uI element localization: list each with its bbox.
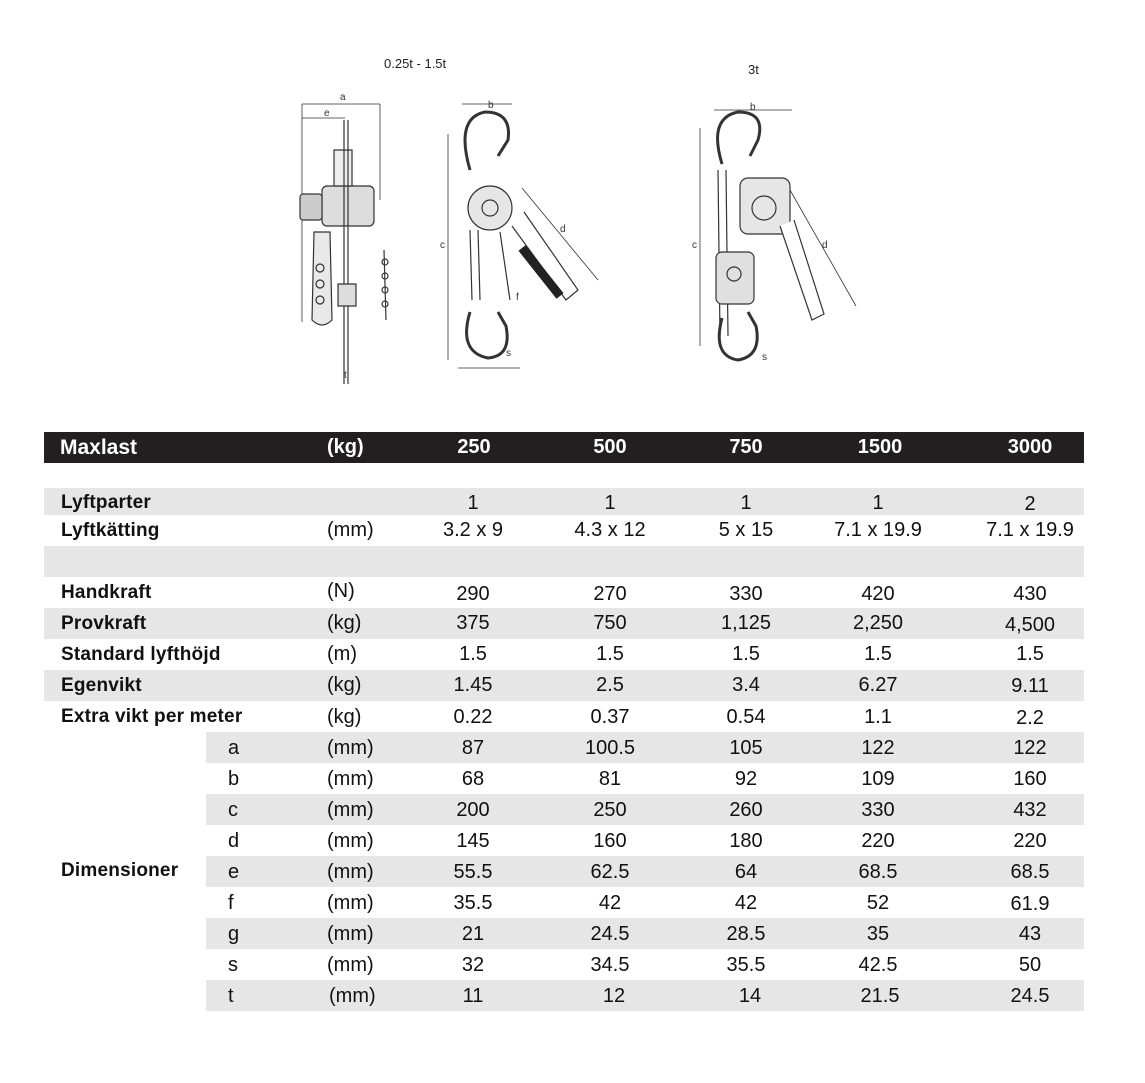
dim-key: c — [228, 799, 238, 821]
cell: 122 — [1013, 737, 1047, 759]
cell: 92 — [734, 768, 758, 790]
row-label: Lyftkätting — [61, 520, 160, 541]
cell: 1.5 — [459, 643, 487, 665]
cell: 160 — [1013, 768, 1047, 790]
cell: 105 — [729, 737, 763, 759]
dim-key: g — [228, 923, 240, 945]
cell: 260 — [729, 799, 763, 821]
dim-label-b-small: b — [488, 100, 494, 111]
front-view-drawing-large — [700, 110, 856, 360]
cell: 81 — [598, 768, 622, 790]
cell: 250 — [593, 799, 627, 821]
cell: 52 — [866, 892, 890, 914]
dim-unit: (mm) — [327, 737, 374, 759]
cell: 180 — [729, 830, 763, 852]
cell: 0.22 — [453, 706, 493, 728]
cell: 24.5 — [590, 923, 630, 945]
cell: 122 — [861, 737, 895, 759]
row-unit: (mm) — [327, 519, 374, 541]
cell: 1 — [467, 492, 479, 514]
table-header — [44, 432, 1084, 463]
cell: 42 — [598, 892, 622, 914]
cell: 9.11 — [1011, 675, 1049, 697]
dim-unit: (mm) — [327, 954, 374, 976]
row-label: Handkraft — [61, 582, 152, 603]
cell: 109 — [861, 768, 895, 790]
cell: 432 — [1013, 799, 1047, 821]
cell: 12 — [602, 985, 626, 1007]
cell: 24.5 — [1010, 985, 1050, 1007]
dim-unit: (mm) — [327, 892, 374, 914]
cell: 1.45 — [453, 674, 493, 696]
cell: 42.5 — [858, 954, 898, 976]
cell: 1,125 — [720, 612, 772, 634]
cell: 4,500 — [1004, 614, 1056, 636]
lever-hoist-drawings — [0, 0, 1145, 420]
cell: 62.5 — [590, 861, 630, 883]
dim-key: s — [228, 954, 238, 976]
cell: 55.5 — [453, 861, 493, 883]
dim-key: f — [228, 892, 234, 914]
dim-label-a: a — [340, 92, 346, 103]
dim-label-t: t — [344, 370, 347, 381]
cell: 34.5 — [590, 954, 630, 976]
dimensions-label: Dimensioner — [61, 860, 179, 881]
row-unit: (N) — [327, 580, 355, 602]
cell: 3.4 — [732, 674, 760, 696]
row-unit: (kg) — [327, 674, 362, 696]
cell: 87 — [461, 737, 485, 759]
capacity-500: 500 — [593, 436, 627, 458]
dim-label-e: e — [324, 108, 330, 119]
dim-unit: (mm) — [327, 799, 374, 821]
cell: 430 — [1013, 583, 1047, 605]
cell: 1.5 — [732, 643, 760, 665]
cell: 2,250 — [852, 612, 904, 634]
cell: 1.5 — [1016, 643, 1044, 665]
cell: 35.5 — [726, 954, 766, 976]
cell: 270 — [593, 583, 627, 605]
capacity-3000: 3000 — [1007, 436, 1053, 458]
cell: 1 — [604, 492, 616, 514]
dim-label-f-small: f — [516, 292, 519, 303]
cell: 3.2 x 9 — [442, 519, 504, 541]
dim-key: b — [228, 768, 240, 790]
cell: 290 — [456, 583, 490, 605]
cell: 68.5 — [858, 861, 898, 883]
capacity-250: 250 — [457, 436, 491, 458]
cell: 160 — [593, 830, 627, 852]
dim-unit: (mm) — [327, 861, 374, 883]
dim-unit: (mm) — [329, 985, 376, 1007]
cell: 1.5 — [596, 643, 624, 665]
cell: 200 — [456, 799, 490, 821]
capacity-750: 750 — [729, 436, 763, 458]
side-view-drawing — [300, 104, 388, 384]
cell: 1.1 — [864, 706, 892, 728]
cell: 43 — [1018, 923, 1042, 945]
cell: 2.2 — [1016, 707, 1044, 729]
cell: 145 — [456, 830, 490, 852]
cell: 42 — [734, 892, 758, 914]
cell: 68.5 — [1010, 861, 1050, 883]
dim-unit: (mm) — [327, 923, 374, 945]
cell: 1 — [872, 492, 884, 514]
row-label: Extra vikt per meter — [61, 706, 243, 727]
header-unit: (kg) — [327, 436, 364, 458]
cell: 28.5 — [726, 923, 766, 945]
cell: 21.5 — [860, 985, 900, 1007]
cell: 7.1 x 19.9 — [986, 519, 1074, 541]
cell: 1 — [740, 492, 752, 514]
dim-label-s-small: s — [506, 348, 511, 359]
capacity-1500: 1500 — [857, 436, 903, 458]
cell: 68 — [461, 768, 485, 790]
cell: 1.5 — [864, 643, 892, 665]
cell: 220 — [861, 830, 895, 852]
shade-band — [44, 546, 1084, 577]
cell: 21 — [461, 923, 485, 945]
row-unit: (kg) — [327, 706, 362, 728]
cell: 2 — [1024, 493, 1036, 515]
front-view-drawing-small — [448, 104, 598, 368]
cell: 50 — [1018, 954, 1042, 976]
cell: 5 x 15 — [718, 519, 774, 541]
cell: 2.5 — [596, 674, 624, 696]
cell: 6.27 — [858, 674, 898, 696]
cell: 35.5 — [453, 892, 493, 914]
row-label: Lyftparter — [61, 492, 151, 513]
row-label: Egenvikt — [61, 675, 142, 696]
dim-label-c-small: c — [440, 240, 445, 251]
cell: 4.3 x 12 — [574, 519, 646, 541]
cell: 7.1 x 19.9 — [834, 519, 922, 541]
cell: 330 — [861, 799, 895, 821]
cell: 11 — [462, 985, 484, 1007]
cell: 14 — [738, 985, 762, 1007]
cell: 220 — [1013, 830, 1047, 852]
dim-key: t — [228, 985, 234, 1007]
cell: 420 — [861, 583, 895, 605]
cell: 64 — [734, 861, 758, 883]
row-label: Provkraft — [61, 613, 147, 634]
cell: 0.37 — [590, 706, 630, 728]
dim-unit: (mm) — [327, 768, 374, 790]
cell: 32 — [461, 954, 485, 976]
dim-label-d-small: d — [560, 224, 566, 235]
dim-label-d-large: d — [822, 240, 828, 251]
dim-label-b-large: b — [750, 102, 756, 113]
dim-key: d — [228, 830, 240, 852]
dim-label-c-large: c — [692, 240, 697, 251]
dim-key: a — [228, 737, 240, 759]
row-label: Standard lyfthöjd — [61, 644, 221, 665]
dim-key: e — [228, 861, 240, 883]
row-unit: (kg) — [327, 612, 362, 634]
cell: 375 — [456, 612, 490, 634]
maxlast-label: Maxlast — [60, 436, 138, 459]
cell: 61.9 — [1010, 893, 1050, 915]
dim-label-s-large: s — [762, 352, 767, 363]
cell: 0.54 — [726, 706, 766, 728]
dim-unit: (mm) — [327, 830, 374, 852]
model-caption-large: 3t — [748, 62, 759, 77]
cell: 750 — [593, 612, 627, 634]
cell: 100.5 — [584, 737, 636, 759]
cell: 330 — [729, 583, 763, 605]
cell: 35 — [866, 923, 890, 945]
model-caption-small: 0.25t - 1.5t — [384, 56, 447, 71]
row-unit: (m) — [327, 643, 357, 665]
